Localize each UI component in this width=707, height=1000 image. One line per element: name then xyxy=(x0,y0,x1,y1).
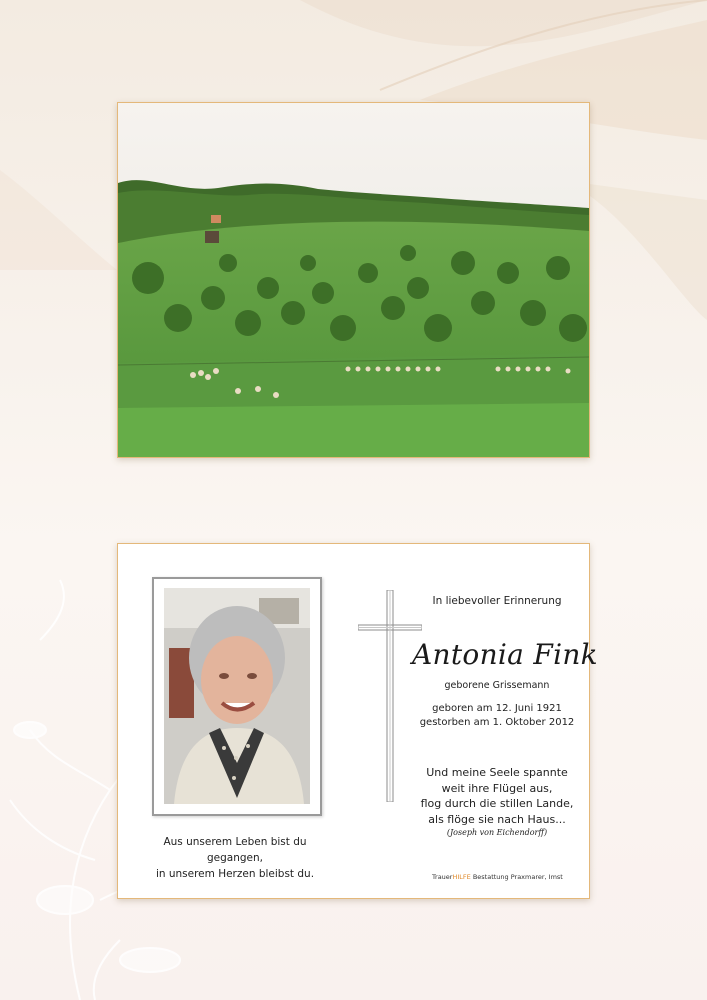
portrait-photo xyxy=(164,588,310,804)
imprint xyxy=(432,873,572,881)
poem-line: flog durch die stillen Lande, xyxy=(420,797,574,810)
birth-date: geboren am 12. Juni 1921 xyxy=(432,703,562,714)
left-quote xyxy=(138,834,332,882)
poem-line: als flöge sie nach Haus... xyxy=(428,812,566,826)
portrait-frame xyxy=(152,577,322,816)
death-date: gestorben am 1. Oktober 2012 xyxy=(419,717,575,728)
landscape-image xyxy=(118,103,589,457)
landscape-photo xyxy=(117,102,590,458)
imprint-brand-b: HILFE xyxy=(452,873,471,881)
left-quote-line: Aus unserem Leben bist du gegangen, xyxy=(163,836,307,864)
left-quote-line: in unserem Herzen bleibst du. xyxy=(155,868,315,880)
imprint-text: Bestattung Praxmarer, Imst xyxy=(470,873,563,881)
life-dates xyxy=(412,702,582,730)
memorial-card xyxy=(117,543,598,899)
poem xyxy=(412,765,582,827)
poem-line: Und meine Seele spannte xyxy=(426,766,568,779)
poem-line: weit ihre Flügel aus, xyxy=(441,781,553,795)
intro-text: In liebevoller Erinnerung xyxy=(432,595,562,607)
maiden-name: geborene Grissemann xyxy=(444,680,550,691)
poem-author: (Joseph von Eichendorff) xyxy=(446,828,548,837)
deceased-name: Antonia Fink xyxy=(412,638,598,671)
imprint-brand-a: Trauer xyxy=(432,873,453,881)
